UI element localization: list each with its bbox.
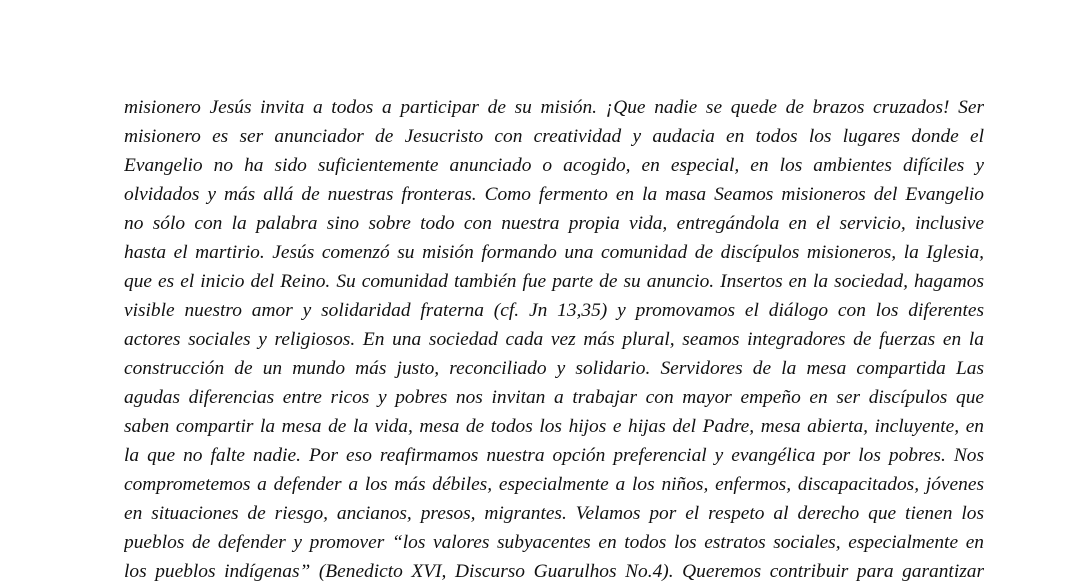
text-line: olvidados y más allá de nuestras fronteras. Como fermento en la masa Seamos misioneros del Evangelio [124,184,984,205]
text-line: actores sociales y religiosos. En una sociedad cada vez más plural, seamos integradores de fuerzas en la [124,329,984,350]
text-line: visible nuestro amor y solidaridad fraterna (cf. Jn 13,35) y promovamos el diálogo con los diferentes [124,300,984,321]
text-line: que es el inicio del Reino. Su comunidad también fue parte de su anuncio. Insertos en la sociedad, hagamos [124,271,984,292]
text-line: construcción de un mundo más justo, reconciliado y solidario. Servidores de la mesa compartida Las [124,358,984,379]
text-line: saben compartir la mesa de la vida, mesa de todos los hijos e hijas del Padre, mesa abierta, incluyente, en [124,416,984,437]
text-line: misionero Jesús invita a todos a participar de su misión. ¡Que nadie se quede de brazos cruzados! Ser [124,97,984,118]
text-line: agudas diferencias entre ricos y pobres nos invitan a trabajar con mayor empeño en ser discípulos que [124,387,984,408]
text-line: hasta el martirio. Jesús comenzó su misión formando una comunidad de discípulos misioneros, la Iglesia, [124,242,984,263]
text-line: pueblos de defender y promover “los valores subyacentes en todos los estratos sociales, especialmente en [124,532,984,553]
text-line: los pueblos indígenas” (Benedicto XVI, Discurso Guarulhos No.4). Queremos contribuir para garantizar [124,561,984,582]
text-line: misionero es ser anunciador de Jesucristo con creatividad y audacia en todos los lugares donde el [124,126,984,147]
text-line: Evangelio no ha sido suficientemente anunciado o acogido, en especial, en los ambientes difíciles y [124,155,984,176]
text-line: la que no falte nadie. Por eso reafirmamos nuestra opción preferencial y evangélica por los pobres. Nos [124,445,984,466]
text-line: no sólo con la palabra sino sobre todo con nuestra propia vida, entregándola en el servicio, inclusive [124,213,984,234]
text-line: comprometemos a defender a los más débiles, especialmente a los niños, enfermos, discapacitados, jóvenes [124,474,984,495]
body-paragraph [124,93,984,586]
text-line: en situaciones de riesgo, ancianos, presos, migrantes. Velamos por el respeto al derecho que tienen los [124,503,984,524]
